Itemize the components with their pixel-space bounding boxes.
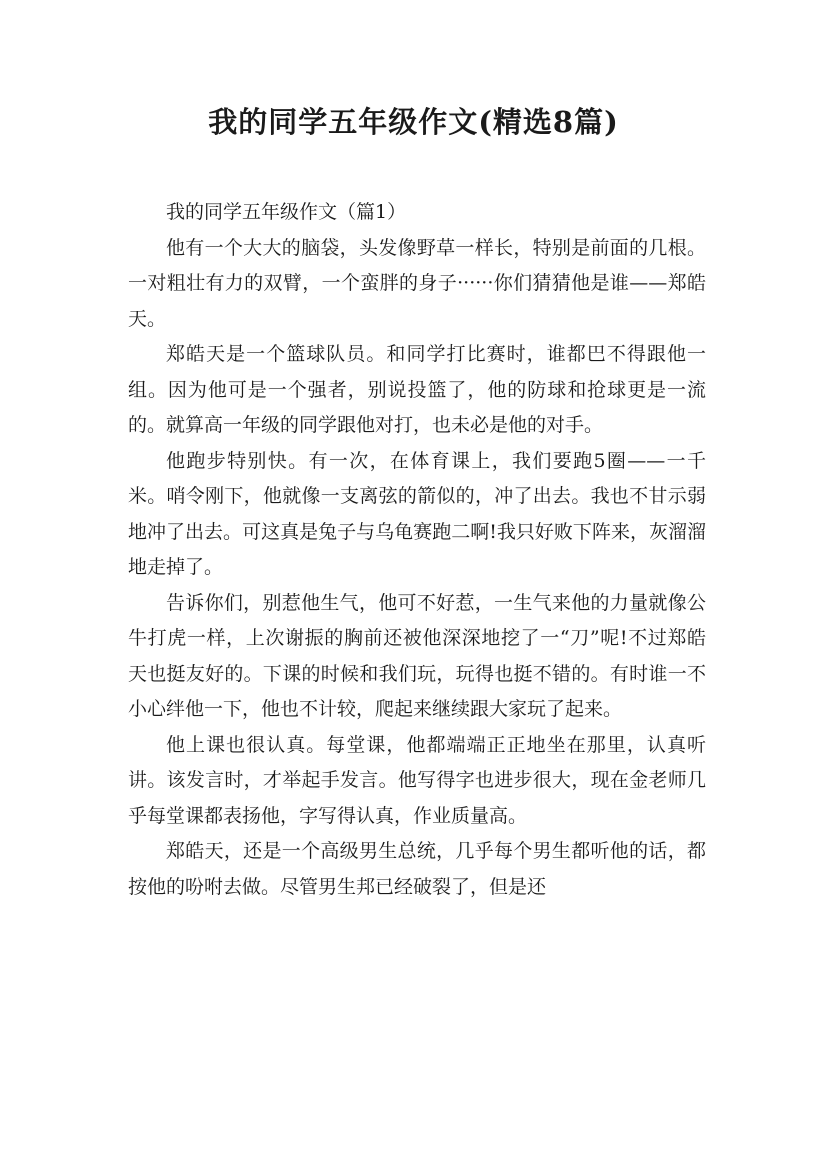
paragraph-2: 郑皓天是一个篮球队员。和同学打比赛时，谁都巴不得跟他一组。因为他可是一个强者，别说投篮了，他的防球和抢球更是一流的。就算高一年级的同学跟他对打，也未必是他的对手。 bbox=[128, 343, 706, 436]
paragraph-5: 他上课也很认真。每堂课，他都端端正正地坐在那里，认真听讲。该发言时，才举起手发言。他写得字也进步很大，现在金老师几乎每堂课都表扬他，字写得认真，作业质量高。 bbox=[128, 733, 706, 827]
document-title: 我的同学五年级作文(精选8篇) bbox=[208, 105, 619, 139]
paragraph-4: 告诉你们，别惹他生气，他可不好惹，一生气来他的力量就像公牛打虎一样，上次谢振的胸前还被他深深地挖了一“刀”呢!不过郑皓天也挺友好的。下课的时候和我们玩，玩得也挺不错的。有时谁一不小心绊他一下，他也不计较，爬起来继续跟大家玩了起来。 bbox=[128, 591, 706, 720]
paragraph-6: 郑皓天，还是一个高级男生总统，几乎每个男生都听他的话，都按他的吩咐去做。尽管男生邦已经破裂了，但是还 bbox=[128, 840, 706, 898]
paragraph-3: 他跑步特别快。有一次，在体育课上，我们要跑5圈——一千米。哨令刚下，他就像一支离弦的箭似的，冲了出去。我也不甘示弱地冲了出去。可这真是兔子与乌龟赛跑二啊!我只好败下阵来，灰溜溜地走掉了。 bbox=[128, 449, 706, 578]
paragraph-1: 他有一个大大的脑袋，头发像野草一样长，特别是前面的几根。一对粗壮有力的双臂，一个蛮胖的身子······你们猜猜他是谁——郑皓天。 bbox=[128, 236, 706, 330]
document-body bbox=[128, 195, 706, 905]
section-heading: 我的同学五年级作文（篇1） bbox=[166, 201, 407, 223]
